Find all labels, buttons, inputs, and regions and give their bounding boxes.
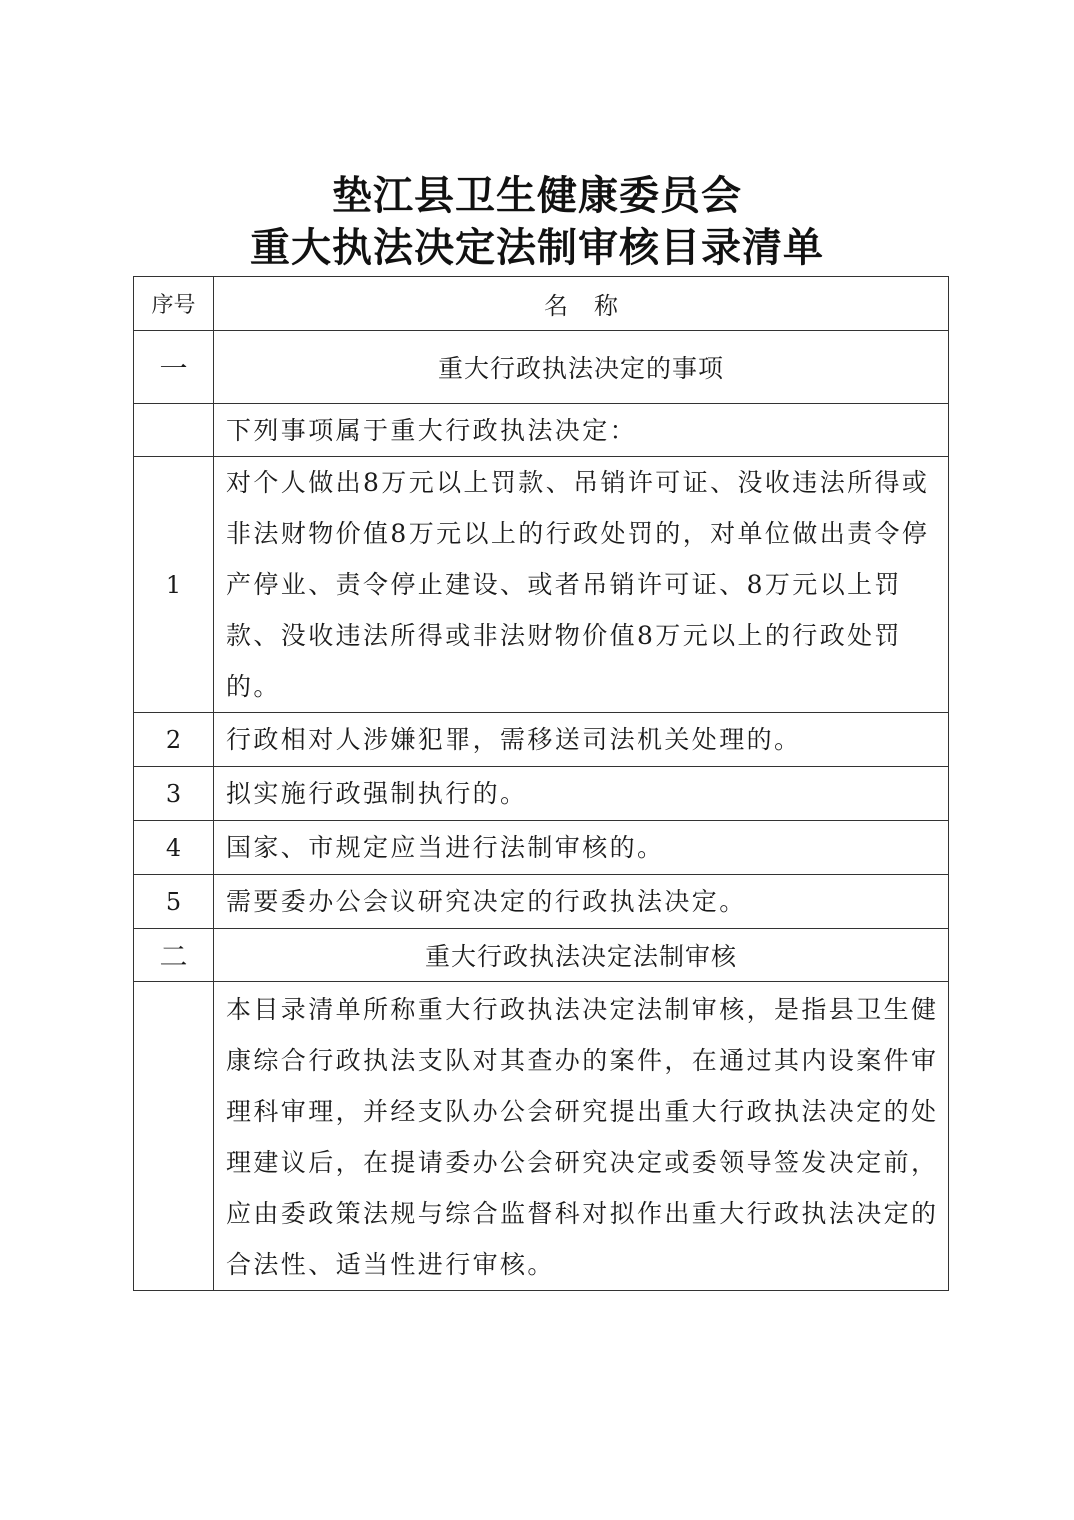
intro-num-cell bbox=[134, 404, 214, 457]
item-num: 5 bbox=[134, 875, 214, 929]
item-num: 4 bbox=[134, 821, 214, 875]
table-header-row bbox=[134, 277, 949, 331]
item-num: 3 bbox=[134, 767, 214, 821]
item-text: 对个人做出8万元以上罚款、吊销许可证、没收违法所得或非法财物价值8万元以上的行政处罚的，对单位做出责令停产停业、责令停止建设、或者吊销许可证、8万元以上罚款、没收违法所得或非法财物价值8万元以上的行政处罚的。 bbox=[214, 457, 949, 713]
item-num: 2 bbox=[134, 713, 214, 767]
section-1-intro-row bbox=[134, 404, 949, 457]
section-2-body-row bbox=[134, 982, 949, 1291]
table-row bbox=[134, 767, 949, 821]
section-1-title: 重大行政执法决定的事项 bbox=[214, 331, 949, 404]
item-text: 行政相对人涉嫌犯罪，需移送司法机关处理的。 bbox=[214, 713, 949, 767]
document-title bbox=[0, 170, 1074, 274]
section-2-body: 本目录清单所称重大行政执法决定法制审核，是指县卫生健康综合行政执法支队对其查办的案件，在通过其内设案件审理科审理，并经支队办公会研究提出重大行政执法决定的处理建议后，在提请委办公会研究决定或委领导签发决定前，应由委政策法规与综合监督科对拟作出重大行政执法决定的合法性、适当性进行审核。 bbox=[214, 982, 949, 1291]
section-1-num: 一 bbox=[134, 331, 214, 404]
item-text: 国家、市规定应当进行法制审核的。 bbox=[214, 821, 949, 875]
body-num-cell bbox=[134, 982, 214, 1291]
section-1-row bbox=[134, 331, 949, 404]
table-row bbox=[134, 713, 949, 767]
title-line-1: 垫江县卫生健康委员会 bbox=[332, 172, 742, 219]
table-row bbox=[134, 821, 949, 875]
section-2-row bbox=[134, 929, 949, 982]
table-row bbox=[134, 875, 949, 929]
item-text: 需要委办公会议研究决定的行政执法决定。 bbox=[214, 875, 949, 929]
table-row bbox=[134, 457, 949, 713]
section-1-intro: 下列事项属于重大行政执法决定： bbox=[214, 404, 949, 457]
title-line-2: 重大执法决定法制审核目录清单 bbox=[250, 224, 824, 271]
item-text: 拟实施行政强制执行的。 bbox=[214, 767, 949, 821]
catalog-table bbox=[133, 276, 949, 1291]
section-2-title: 重大行政执法决定法制审核 bbox=[214, 929, 949, 982]
header-num: 序号 bbox=[134, 277, 214, 331]
header-name: 名称 bbox=[214, 277, 949, 331]
section-2-num: 二 bbox=[134, 929, 214, 982]
item-num: 1 bbox=[134, 457, 214, 713]
